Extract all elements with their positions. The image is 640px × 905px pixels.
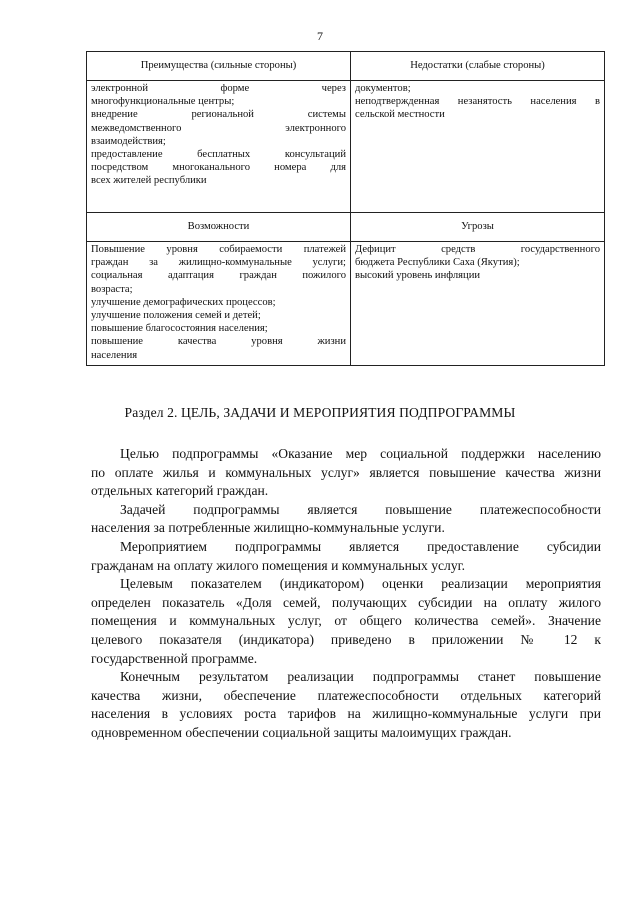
paragraph-line: помещения и коммунальных услуг, от общего количества семей». Значение — [91, 613, 601, 629]
paragraph-line: Целевым показателем (индикатором) оценки реализации мероприятия — [120, 576, 601, 592]
cell-line: предоставление бесплатных консультаций — [91, 149, 346, 161]
cell-line: электронной форме через — [91, 83, 346, 94]
cell-line: сельской местности — [355, 109, 445, 121]
paragraph-line: Целью подпрограммы «Оказание мер социальной поддержки населению — [120, 446, 601, 461]
cell-line: населения — [91, 349, 138, 361]
paragraph — [91, 668, 601, 742]
cell-line: документов; — [355, 83, 411, 94]
paragraph — [91, 538, 601, 575]
paragraph-line: населения в условиях роста тарифов на жилищно-коммунальные услуги при — [91, 706, 601, 722]
cell-line: повышение качества уровня жизни — [91, 336, 346, 348]
section-title: Раздел 2. ЦЕЛЬ, ЗАДАЧИ И МЕРОПРИЯТИЯ ПОДПРОГРАММЫ — [124, 405, 516, 420]
paragraph-line: Задачей подпрограммы является повышение платежеспособности — [120, 501, 601, 517]
cell-line: межведомственного электронного — [91, 122, 346, 134]
cell-line: высокий уровень инфляции — [355, 270, 481, 282]
paragraph-line: Мероприятием подпрограммы является предоставление субсидии — [120, 538, 601, 554]
table-row-header-2 — [87, 213, 605, 242]
cell-line: внедрение региональной системы — [91, 109, 346, 121]
cell-line: взаимодействия; — [91, 135, 166, 147]
strengths-cell — [87, 81, 351, 213]
paragraph-line: определен показатель «Доля семей, получающих субсидии на оплату жилого — [91, 594, 601, 610]
paragraph-line: целевого показателя (индикатора) приведено в приложении № 12 к — [91, 631, 601, 647]
paragraph-line: Конечным результатом реализации подпрограммы станет повышение — [120, 669, 601, 685]
cell-line: посредством многоканального номера для — [91, 162, 346, 174]
body-text — [91, 445, 601, 743]
paragraph-line: государственной программе. — [91, 650, 258, 666]
paragraph — [91, 575, 601, 668]
cell-line: граждан за жилищно-коммунальные услуги; — [91, 257, 346, 269]
opportunities-cell — [87, 242, 351, 366]
paragraph — [91, 501, 601, 538]
cell-line: бюджета Республики Саха (Якутия); — [355, 257, 520, 269]
cell-line: возраста; — [91, 283, 133, 295]
threats-cell — [351, 242, 605, 366]
page-number: 7 — [317, 29, 323, 43]
cell-line: улучшение демографических процессов; — [91, 296, 276, 308]
cell-line: неподтвержденная незанятость населения в — [355, 96, 600, 108]
cell-line: Дефицит средств государственного — [355, 244, 600, 255]
paragraph-line: по оплате жилья и коммунальных услуг» является повышение качества жизни — [91, 464, 601, 480]
opportunities-header: Возможности — [87, 213, 351, 242]
paragraph-line: населения за потребленные жилищно-коммунальные услуги. — [91, 520, 445, 536]
swot-table — [86, 51, 605, 366]
threats-header: Угрозы — [351, 213, 605, 242]
cell-line: всех жителей республики — [91, 175, 207, 187]
paragraph-line: отдельных категорий граждан. — [91, 483, 269, 499]
cell-line: улучшение положения семей и детей; — [91, 310, 261, 322]
cell-line: многофункциональные центры; — [91, 96, 235, 108]
table-row-header-1 — [87, 52, 605, 81]
cell-line: повышение благосостояния населения; — [91, 323, 268, 335]
table-row-2 — [87, 242, 605, 366]
paragraph-line: качества жизни, обеспечение платежеспособности отдельных категорий — [91, 687, 601, 703]
paragraph — [91, 445, 601, 501]
paragraph-line: гражданам на оплату жилого помещения и коммунальных услуг. — [91, 557, 466, 573]
table-row-1 — [87, 81, 605, 213]
cell-line: социальная адаптация граждан пожилого — [91, 270, 346, 282]
weaknesses-header: Недостатки (слабые стороны) — [351, 52, 605, 81]
weaknesses-cell — [351, 81, 605, 213]
paragraph-line: одновременном обеспечении социальной защиты малоимущих граждан. — [91, 724, 512, 740]
strengths-header: Преимущества (сильные стороны) — [87, 52, 351, 81]
cell-line: Повышение уровня собираемости платежей — [91, 244, 346, 255]
